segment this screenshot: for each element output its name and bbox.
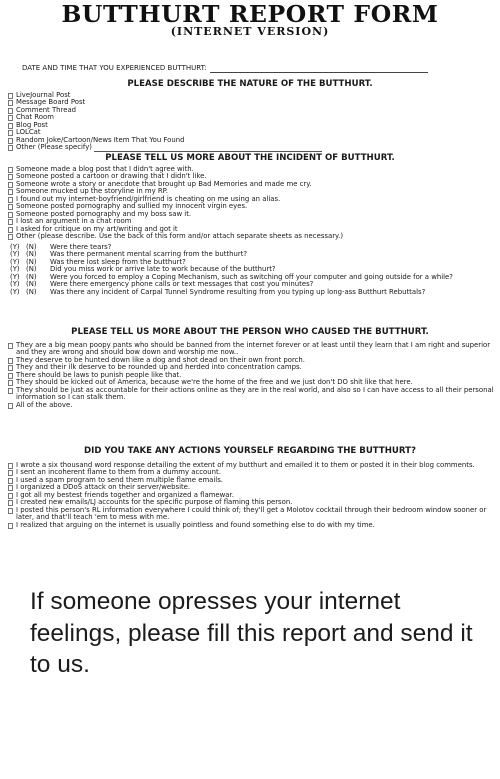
checkbox[interactable] xyxy=(8,93,13,99)
nature-list xyxy=(8,92,494,152)
caption-text: If someone opresses your internet feelings, please fill this report and send it to us. xyxy=(30,588,473,678)
checkbox[interactable] xyxy=(8,388,13,394)
checkbox[interactable] xyxy=(8,523,13,529)
list-item[interactable]: Other (please describe. Use the back of this form and/or attach separate sheets as necessary.) xyxy=(8,233,494,240)
checkbox[interactable] xyxy=(8,145,13,151)
checkbox[interactable] xyxy=(8,130,13,136)
list-item[interactable]: Message Board Post xyxy=(8,99,494,106)
checkbox[interactable] xyxy=(8,343,13,349)
yes-option[interactable]: (Y) xyxy=(10,243,20,251)
yn-question: (Y) (N) Were there emergency phone calls or text messages that cost you minutes? xyxy=(10,280,314,289)
list-item[interactable]: Someone posted pornography and sullied my innocent virgin eyes. xyxy=(8,203,494,210)
section-nature-heading: PLEASE DESCRIBE THE NATURE OF THE BUTTHURT. xyxy=(127,79,373,89)
form-subtitle: (INTERNET VERSION) xyxy=(170,25,330,38)
list-item[interactable]: I used a spam program to send them multiple flame emails. xyxy=(8,477,494,484)
no-option[interactable]: (N) xyxy=(26,257,37,266)
no-option[interactable]: (N) xyxy=(26,287,37,296)
checkbox[interactable] xyxy=(8,227,13,233)
section-actions-heading: DID YOU TAKE ANY ACTIONS YOURSELF REGARDING THE BUTTHURT? xyxy=(84,446,416,456)
no-option[interactable]: (N) xyxy=(26,243,37,251)
checkbox[interactable] xyxy=(8,234,13,240)
checkbox[interactable] xyxy=(8,197,13,203)
no-option[interactable]: (N) xyxy=(26,272,37,281)
list-item[interactable]: They and their ilk deserve to be rounded up and herded into concentration camps. xyxy=(8,364,494,371)
list-item[interactable]: Someone posted pornography and my boss saw it. xyxy=(8,211,494,218)
list-item[interactable]: Someone posted a cartoon or drawing that I didn't like. xyxy=(8,173,494,180)
checkbox[interactable] xyxy=(8,470,13,476)
no-option[interactable]: (N) xyxy=(26,250,37,259)
list-item[interactable]: Comment Thread xyxy=(8,107,494,114)
no-option[interactable]: (N) xyxy=(26,280,37,289)
list-item[interactable]: I posted this person's RL information everywhere I could think of; they'll get a Molotov cocktail through their bedroom window sooner or later, and that'll teach 'em to mess with me. xyxy=(8,507,494,522)
checkbox[interactable] xyxy=(8,219,13,225)
list-item[interactable]: I got all my bestest friends together and organized a flamewar. xyxy=(8,492,494,499)
yes-option[interactable]: (Y) xyxy=(10,287,20,296)
form-title: BUTTHURT REPORT FORM xyxy=(61,0,439,28)
checkbox[interactable] xyxy=(8,204,13,210)
list-item[interactable]: I asked for critique on my art/writing and got it xyxy=(8,226,494,233)
list-item[interactable]: I sent an incoherent flame to them from a dummy account. xyxy=(8,469,494,476)
datetime-field-line[interactable] xyxy=(210,66,428,73)
checkbox[interactable] xyxy=(8,212,13,218)
actions-list xyxy=(8,462,494,529)
list-item[interactable]: I realized that arguing on the internet is usually pointless and found something else to do with my time. xyxy=(8,522,494,529)
checkbox[interactable] xyxy=(8,373,13,379)
datetime-row xyxy=(22,64,482,73)
no-option[interactable]: (N) xyxy=(26,265,37,274)
list-item[interactable]: I lost an argument in a chat room xyxy=(8,218,494,225)
checkbox[interactable] xyxy=(8,403,13,409)
checkbox[interactable] xyxy=(8,380,13,386)
yes-option[interactable]: (Y) xyxy=(10,265,20,274)
other-specify-field-line[interactable] xyxy=(94,146,322,152)
checkbox[interactable] xyxy=(8,485,13,491)
checkbox[interactable] xyxy=(8,182,13,188)
list-item[interactable]: I created new emails/LJ accounts for the specific purpose of flaming this person. xyxy=(8,499,494,506)
person-list xyxy=(8,342,494,409)
list-item[interactable]: They should be kicked out of America, because we're the home of the free and we just don't DO shit like that here. xyxy=(8,379,494,386)
checkbox[interactable] xyxy=(8,463,13,469)
checkbox[interactable] xyxy=(8,358,13,364)
yn-question: (Y) (N) Did you miss work or arrive late to work because of the butthurt? xyxy=(10,265,276,274)
list-item[interactable]: All of the above. xyxy=(8,402,494,409)
yn-question: (Y) (N) Were there tears? xyxy=(10,243,112,251)
yn-question: (Y) (N) Was there lost sleep from the butthurt? xyxy=(10,257,186,266)
yn-question: (Y) (N) Were you forced to employ a Coping Mechanism, such as switching off your computer and going outside for a while? xyxy=(10,272,453,281)
list-item[interactable]: Random Joke/Cartoon/News Item That You Found xyxy=(8,137,494,144)
checkbox[interactable] xyxy=(8,123,13,129)
yes-option[interactable]: (Y) xyxy=(10,280,20,289)
list-item[interactable]: I wrote a six thousand word response detailing the extent of my butthurt and emailed it to them or posted it in their blog comments. xyxy=(8,462,494,469)
list-item[interactable]: I organized a DDoS attack on their server/website. xyxy=(8,484,494,491)
incident-list xyxy=(8,166,494,241)
yes-option[interactable]: (Y) xyxy=(10,250,20,259)
list-item[interactable]: Someone mucked up the storyline in my RP. xyxy=(8,188,494,195)
yn-question: (Y) (N) Was there permanent mental scarring from the butthurt? xyxy=(10,250,248,259)
list-item[interactable]: Blog Post xyxy=(8,122,494,129)
checkbox[interactable] xyxy=(8,174,13,180)
checkbox[interactable] xyxy=(8,108,13,114)
checkbox[interactable] xyxy=(8,100,13,106)
yn-question: (Y) (N) Was there any incident of Carpal Tunnel Syndrome resulting from you typing up long-ass Butthurt Rebuttals? xyxy=(10,287,426,296)
section-incident-heading: PLEASE TELL US MORE ABOUT THE INCIDENT OF BUTTHURT. xyxy=(105,153,395,163)
list-item[interactable]: Other (Please specify) xyxy=(8,144,494,151)
list-item[interactable]: LOLCat xyxy=(8,129,494,136)
list-item[interactable]: I found out my internet-boyfriend/girlfriend is cheating on me using an alias. xyxy=(8,196,494,203)
list-item[interactable]: Someone wrote a story or anecdote that brought up Bad Memories and made me cry. xyxy=(8,181,494,188)
list-item[interactable]: There should be laws to punish people like that. xyxy=(8,372,494,379)
checkbox[interactable] xyxy=(8,365,13,371)
yes-option[interactable]: (Y) xyxy=(10,272,20,281)
checkbox[interactable] xyxy=(8,189,13,195)
checkbox[interactable] xyxy=(8,115,13,121)
yes-option[interactable]: (Y) xyxy=(10,257,20,266)
list-item[interactable]: They are a big mean poopy pants who should be banned from the internet forever or at least until they learn that I am right and superior and they are wrong and should bow down and worship me now.. xyxy=(8,342,494,357)
list-item[interactable]: Chat Room xyxy=(8,114,494,121)
section-person-heading: PLEASE TELL US MORE ABOUT THE PERSON WHO CAUSED THE BUTTHURT. xyxy=(71,327,429,337)
yes-no-questions xyxy=(8,244,494,296)
checkbox[interactable] xyxy=(8,478,13,484)
checkbox[interactable] xyxy=(8,138,13,144)
checkbox[interactable] xyxy=(8,167,13,173)
datetime-label: DATE AND TIME THAT YOU EXPERIENCED BUTTHURT: xyxy=(22,64,207,72)
list-item[interactable]: They deserve to be hunted down like a dog and shot dead on their own front porch. xyxy=(8,357,494,364)
list-item[interactable]: LiveJournal Post xyxy=(8,92,494,99)
list-item[interactable]: They should be just as accountable for their actions online as they are in the real world, and also so I can have access to all their personal information so I can stalk them. xyxy=(8,387,494,402)
checkbox[interactable] xyxy=(8,508,13,514)
list-item[interactable]: Someone made a blog post that I didn't agree with. xyxy=(8,166,494,173)
checkbox[interactable] xyxy=(8,500,13,506)
checkbox[interactable] xyxy=(8,493,13,499)
